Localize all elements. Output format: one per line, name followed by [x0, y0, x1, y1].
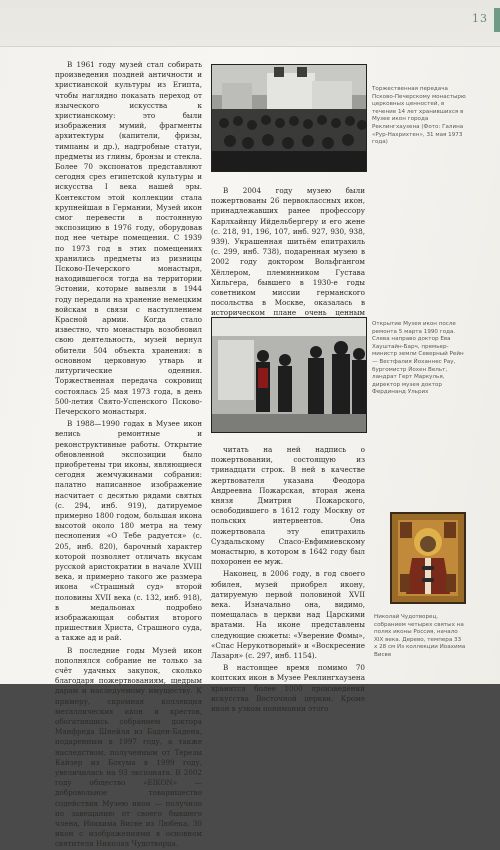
- page-number-marker: [494, 8, 500, 32]
- photo-monastery-handover-image: [212, 65, 366, 171]
- caption-photo-handover: Торжественная передача Псково-Печерскому монастырю церковных ценностей, в течение 14 лет хранившихся в Музее икон города Реклингхаузена (Фото: Галина «Рур-Нахрихтен», 31 мая 1973 года): [372, 86, 466, 146]
- left-paragraph-2: В 1988—1990 годах в Музее икон велись ремонтные и реконструктивные работы. Открытие обновленной экспозиции было приобретены три иконы, являющиеся сегодня жемчужинами собрания: палатно написанное изображение насчитает с десятью рядами святых (с. 294, инб. 919), датируемое примерно 1800 годом, большая икона высотой около 180 метра на тему песнопения «О Тебе радуется» (с. 205, инб. 820), барочный характер которой позволяет отличать вкусам русской аристократии в начале XVIII века, и примерно такого же размера икона «Страшный суд» второй половины XVII века (с. 132, инб. 918), в медальонах подробно изображающая события второго пришествия Христа, Страшного суда, а также ад и рай.: [55, 419, 202, 643]
- page-number: 13: [472, 12, 488, 25]
- page-header-band: [0, 0, 500, 47]
- left-column: [55, 60, 202, 850]
- icon-st-nicholas-painting: [392, 514, 464, 602]
- middle-column-bottom: [211, 445, 365, 714]
- icon-st-nicholas-image: [390, 512, 466, 604]
- photo-museum-opening: [211, 317, 367, 433]
- caption-icon: Николай Чудотворец, собранием четырех святых на полях иконы Россия, начало XIX века. Дерево, темпера 33 x 28 см Из коллекции Иоахима Висве: [374, 614, 466, 658]
- middle-paragraph-3: Наконец, в 2006 году, в год своего юбилея, музей приобрел икону, датируемую первой половиной XVII века. Изначально она, видимо, помещалась в церкви над Царскими вратами. На иконе представлены следующие сюжеты: «Уверение Фомы», «Спас Нерукотворный» и «Воскресение Лазаря» (с. 297, инб. 1154).: [211, 569, 365, 661]
- middle-paragraph-1: В 2004 году музею были пожертвованы 26 первоклассных икон, принадлежавших ранее профессору Карлхайнцу Ийдельбергеру и его жене (с. 218, 91, 196, 107, инб. 927, 930, 938, 939). Украшенная шитьём епитрахиль (с. 299, инб. 738), подаренная музею в 2002 году доктором Вольфгангом Хёллером, племянником Густава Хильгера, бывшего в 1930-е годы советником миссии германского посольства в Москве, оказалась в историческом плане очень ценным: [211, 186, 365, 318]
- photo-monastery-handover: [211, 64, 367, 172]
- photo-museum-opening-image: [212, 318, 366, 432]
- middle-paragraph-4: В настоящее время помимо 70 коптских икон в Музее Реклингхаузена хранятся более 1000 произведений искусства Восточной церкви. Кроме икон в узком понимании этого: [211, 663, 365, 714]
- caption-photo-opening: Открытие Музея икон после ремонта 5 марта 1990 года. Слева направо доктор Ева Хауштайн-Барч, премьер-министр земли Северный Рейн — Вестфалия Йоханнес Рау, бургомистр Йохен Вельт, ландрат Герт Маркулья, директор музея доктор Фердинанд Ульрих: [372, 321, 464, 396]
- left-paragraph-1: В 1961 году музей стал собирать произведения поздней античности и христианской культуры из Египта, чтобы наглядно показать переход от языческого искусства к христианскому: это были изображения мумий, фрагменты архитектуры (капители, фризы, тимпаны и др.), надгробные статуи, предметы из глины, бронзы и стекла. Более 70 экспонатов представляют сегодня срез египетской культуры и искусства I века нашей эры. Контекстом этой коллекции стала крупнейшая в Германии, Музей икон смог перевести в постоянную экспозицию в 1976 году, оборудовав под нее четыре помещения. С 1939 по 1973 год в этих помещениях хранились предметы из ризницы Псково-Печерского монастыря, находившегося тогда на территории Эстонии, которые вывезли в 1944 году передали на хранение немецким войскам в связи с наступлением Красной армии. Когда стало известно, что монастырь возобновил свою деятельность, музей вернул обители 504 объекта хранения: в основном церковную утварь и литургические одеяния. Торжественная передача сокровищ состоялась 25 мая 1973 года, в день 500-летия Свято-Успенского Псково-Печерского монастыря.: [55, 60, 202, 416]
- middle-paragraph-2: читать на ней надпись о пожертвовании, состоящую из тринадцати строк. В ней в качестве жертвователя указана Феодора Андреевна Пожарская, вторая жена князя Дмитрия Пожарского, освободившего в 1612 году Москву от польских интервентов. Она пожертвовала эту епитрахиль Суздальскому Спасо-Евфимиевскому монастырю, в котором в 1642 году был похоронен ее муж.: [211, 445, 365, 567]
- left-paragraph-3: В последние годы Музей икон пополнялся собрание не только за счёт удачных закупок, сколько благодаря пожертвованиям, щедрым дарам и наследуемому имуществу. К примеру, скромная коллекция металлических икон и крестов, обогатившись собранием доктора Манфреда Шнейля из Баден-Бадена, подаренным в 1997 году, а также наследством, полученным от Терезы Кайзер из Бохума в 1999 году, увеличилась на 93 экспоната. В 2002 году общество «EIKON» — добровольное товарищество содействия Музею икон — получило по завещанию от своего бывшего члена, Иоахима Висве из Любека, 30 икон с изображениями в основном святителя Николая Чудотворца.: [55, 645, 202, 849]
